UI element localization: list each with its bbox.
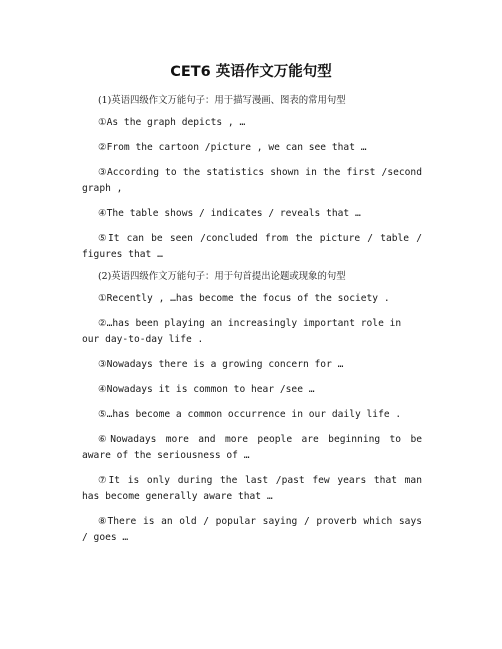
sentence-pattern: ⑤It can be seen /concluded from the picture / table / figures that … xyxy=(82,233,422,260)
document-title: CET6 英语作文万能句型 xyxy=(170,64,332,80)
sentence-pattern: ③Nowadays there is a growing concern for … xyxy=(98,359,344,370)
section-heading-1: (1)英语四级作文万能句子：用于描写漫画、图表的常用句型 xyxy=(98,95,346,106)
sentence-pattern: ②From the cartoon /picture , we can see that … xyxy=(98,142,367,153)
sentence-pattern: ②…has been playing an increasingly important role in our day-to-day life . xyxy=(82,318,402,345)
section-heading-2: (2)英语四级作文万能句子：用于句首提出论题或现象的句型 xyxy=(98,271,346,282)
sentence-pattern: ③According to the statistics shown in the first /second graph , xyxy=(82,167,422,194)
sentence-pattern: ⑧There is an old / popular saying / proverb which says / goes … xyxy=(82,516,422,543)
sentence-pattern: ⑦It is only during the last /past few years that man has become generally aware that … xyxy=(82,475,422,502)
sentence-pattern: ⑤…has become a common occurrence in our daily life . xyxy=(98,409,402,420)
sentence-pattern: ⑥Nowadays more and more people are beginning to be aware of the seriousness of … xyxy=(82,434,422,461)
sentence-pattern: ④The table shows / indicates / reveals that … xyxy=(98,208,361,219)
sentence-pattern: ④Nowadays it is common to hear /see … xyxy=(98,384,315,395)
document-body xyxy=(82,93,422,546)
sentence-pattern: ①Recently , …has become the focus of the society . xyxy=(98,293,390,304)
sentence-pattern: ①As the graph depicts , … xyxy=(98,117,246,128)
